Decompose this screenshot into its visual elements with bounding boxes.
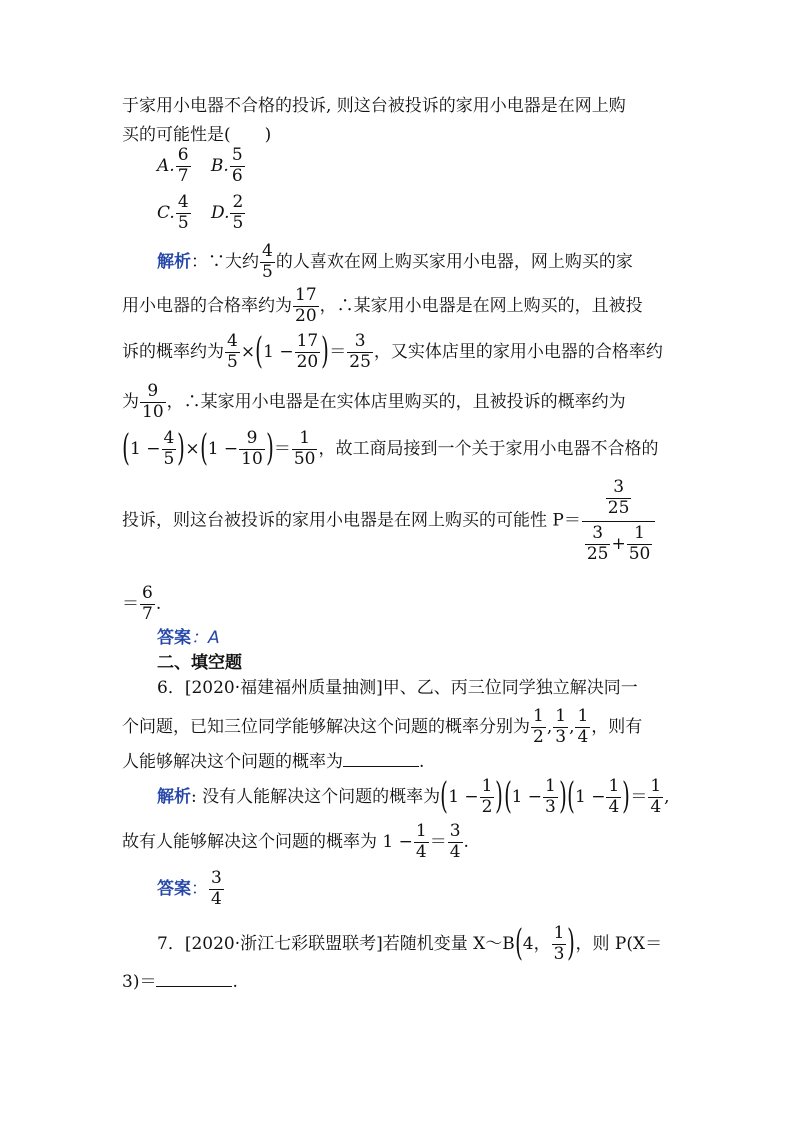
fraction: $\frac{1}{3}$ xyxy=(553,923,565,964)
fraction: $\frac{4}{5}$ xyxy=(163,428,175,469)
fraction: $\frac{1}{50}$ xyxy=(293,428,316,469)
q5-options-cd xyxy=(157,194,246,233)
fraction: $\frac{6}{7}$ xyxy=(142,583,153,624)
fraction: $\frac{3}{4}$ xyxy=(449,821,461,862)
q5-solution-line4: 为 $\frac{9}{10}$ ，∴某家用小电器是在实体店里购买的，且被投诉的概率约为 xyxy=(122,381,626,422)
q6-line1: 6．[2020·福建福州质量抽测]甲、乙、丙三位同学独立解决同一 xyxy=(157,678,638,698)
fraction: $\frac{1}{4}$ xyxy=(577,706,589,747)
q5-solution-line5: (1 − $\frac{4}{5}$ )×(1 − $\frac{9}{10}$ )＝ $\frac{1}{50}$ ，故工商局接到一个关于家用小电器不合格的 xyxy=(122,428,659,470)
fraction: $\frac{1}{3}$ xyxy=(555,706,567,747)
jiexi-label: 解析 xyxy=(157,251,191,272)
q6-line3: 人能够解决这个问题的概率为 . xyxy=(122,752,425,772)
q5-text-line2: 买的可能性是( ) xyxy=(122,125,272,145)
option-a-fraction: $\frac{6}{7}$ xyxy=(177,145,189,186)
fraction: $\frac{1}{50}$ xyxy=(628,522,651,564)
option-b-label: B. xyxy=(210,155,229,176)
q7-line1: 7．[2020·浙江七彩联盟联考]若随机变量 X～B(4， $\frac{1}{3}$ )，则 P(X＝ xyxy=(157,923,663,965)
fraction: $\frac{9}{10}$ xyxy=(142,381,164,422)
q5-options-ab xyxy=(157,147,246,186)
jiexi-label: 解析 xyxy=(157,786,191,807)
answer-value: ：A xyxy=(191,628,220,648)
daan-label: 答案 xyxy=(157,628,191,648)
q5-solution-line1: 解析：∵大约 $\frac{4}{5}$ 的人喜欢在网上购买家用小电器，网上购买的家 xyxy=(157,241,633,282)
fraction: $\frac{17}{20}$ xyxy=(296,331,319,372)
fraction: $\frac{4}{5}$ xyxy=(262,241,273,282)
option-c-fraction: $\frac{4}{5}$ xyxy=(177,192,189,233)
fraction: $\frac{1}{3}$ xyxy=(545,776,556,817)
fraction: $\frac{9}{10}$ xyxy=(241,428,263,469)
q7-line2: 3)＝ . xyxy=(122,972,238,992)
daan-label: 答案 xyxy=(157,878,191,899)
q5-answer xyxy=(157,630,220,647)
compound-fraction: $\frac{3}{25}$ $\frac{3}{25}$ + $\frac{1}{50}$ xyxy=(582,479,656,563)
answer-blank xyxy=(343,752,419,767)
q5-solution-line3: 诉的概率约为 $\frac{4}{5}$ ×(1 − $\frac{17}{20}$ )＝ $\frac{3}{25}$ ，又实体店里的家用小电器的合格率约 xyxy=(122,331,663,373)
q5-solution-line7: ＝ $\frac{6}{7}$ . xyxy=(122,583,162,624)
fraction: $\frac{1}{4}$ xyxy=(415,821,427,862)
fraction: $\frac{1}{2}$ xyxy=(481,776,493,817)
option-a-label: A. xyxy=(157,155,175,176)
q5-solution-line2: 用小电器的合格率约为 $\frac{17}{20}$ ，∴某家用小电器是在网上购买的，且被投 xyxy=(122,285,643,326)
section-title: 二、填空题 xyxy=(157,653,242,673)
fraction: $\frac{4}{5}$ xyxy=(227,331,238,372)
fraction: $\frac{1}{2}$ xyxy=(533,706,544,747)
q5-solution-line6: 投诉，则这台被投诉的家用小电器是在网上购买的可能性 P＝ $\frac{3}{25}$ $\frac{3}{25}$ + $\frac{1}{50}$ xyxy=(122,479,656,563)
fraction: $\frac{1}{4}$ xyxy=(608,776,620,817)
q6-line2: 个问题，已知三位同学能够解决这个问题的概率分别为 $\frac{1}{2}$ , $\frac{1}{3}$ , $\frac{1}{4}$ ，则有 xyxy=(122,706,643,747)
fraction: $\frac{3}{25}$ xyxy=(349,331,371,372)
q5-text-line1: 于家用小电器不合格的投诉, 则这台被投诉的家用小电器是在网上购 xyxy=(122,96,626,116)
answer-blank xyxy=(156,972,232,987)
q6-answer: 答案： $\frac{3}{4}$ xyxy=(157,868,222,909)
option-c-label: C. xyxy=(157,202,175,223)
option-d-label: D. xyxy=(211,202,230,223)
option-b-fraction: $\frac{5}{6}$ xyxy=(231,145,243,186)
fraction: $\frac{3}{25}$ xyxy=(586,522,609,564)
q6-solution-line2: 故有人能够解决这个问题的概率为 1 − $\frac{1}{4}$ ＝ $\frac{3}{4}$ . xyxy=(122,821,469,862)
fraction: $\frac{1}{4}$ xyxy=(650,776,662,817)
q6-solution-line1: 解析: 没有人能解决这个问题的概率为(1 − $\frac{1}{2}$ )(1 − $\frac{1}{3}$ )(1 − $\frac{1}{4}$ )＝ $\frac{1}{4}$ , xyxy=(157,776,670,818)
fraction: $\frac{17}{20}$ xyxy=(295,285,317,326)
answer-fraction: $\frac{3}{4}$ xyxy=(211,868,222,909)
option-d-fraction: $\frac{2}{5}$ xyxy=(232,192,244,233)
fraction: $\frac{3}{25}$ xyxy=(607,477,630,518)
